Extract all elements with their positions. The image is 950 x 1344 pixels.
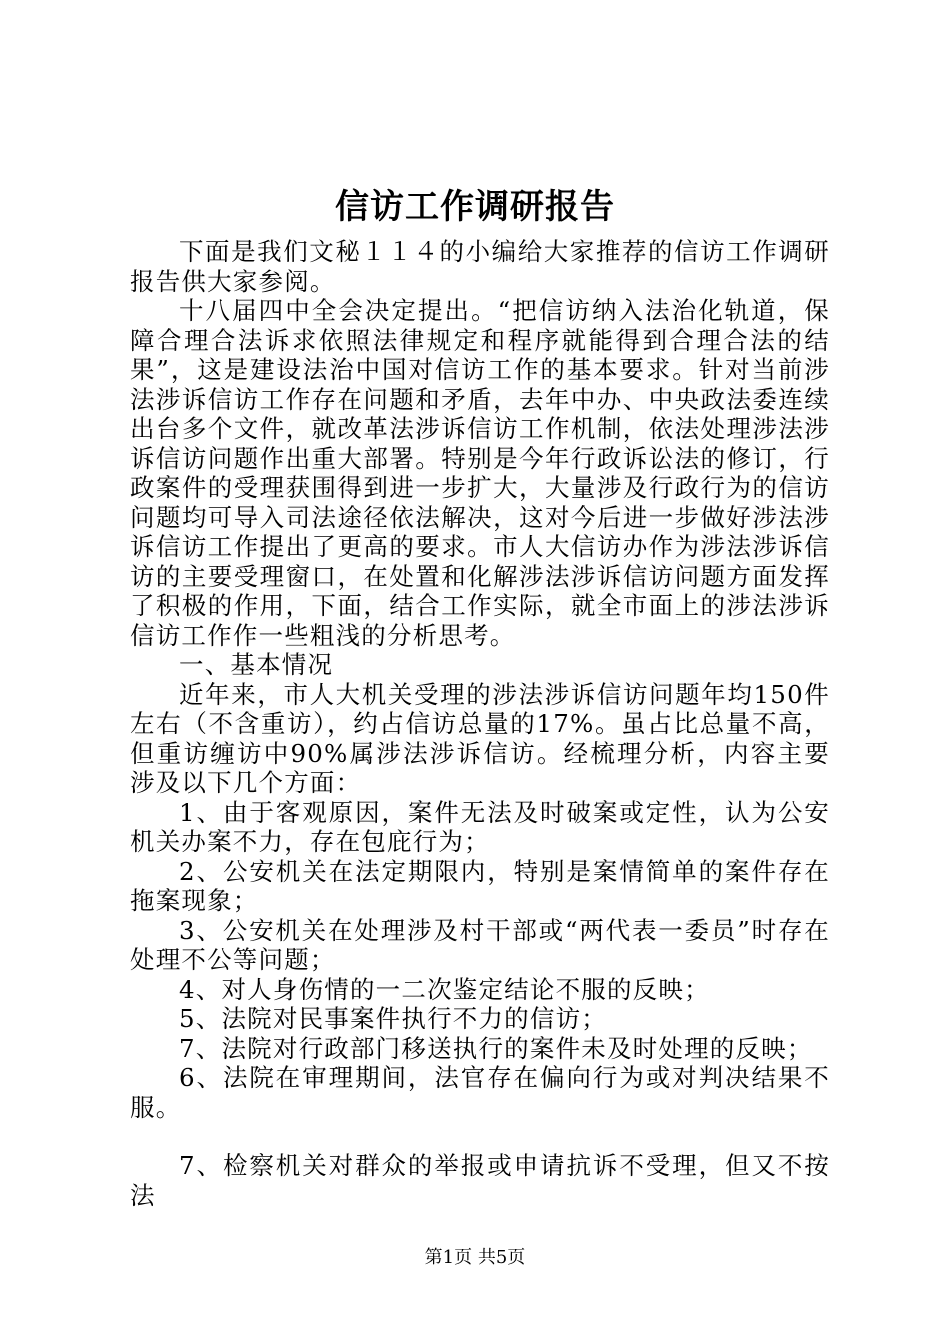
section-heading-basic-situation: 一、基本情况 [179, 650, 334, 679]
list-item: 5、法院对民事案件执行不力的信访； [179, 1004, 607, 1033]
document-body [130, 237, 830, 1210]
list-item: 3、公安机关在处理涉及村干部或“两代表一委员”时存在处理不公等问题； [130, 915, 830, 974]
list-item: 7、检察机关对群众的举报或申请抗诉不受理，但又不按法 [130, 1151, 830, 1210]
list-item: 2、公安机关在法定期限内，特别是案情简单的案件存在拖案现象； [130, 856, 830, 915]
list-item: 7、法院对行政部门移送执行的案件未及时处理的反映； [179, 1033, 813, 1063]
intro-paragraph: 下面是我们文秘１１４的小编给大家推荐的信访工作调研报告供大家参阅。 [130, 237, 830, 296]
document-title: 信访工作调研报告 [335, 187, 615, 227]
overview-paragraph: 近年来，市人大机关受理的涉法涉诉信访问题年均150件左右（不含重访），约占信访总量的17%。虽占比总量不高，但重访缠访中90%属涉法涉诉信访。经梳理分析，内容主要涉及以下几个方面： [130, 679, 830, 797]
list-item: 4、对人身伤情的一二次鉴定结论不服的反映； [179, 974, 710, 1004]
page-footer: 第1页 共5页 [424, 1247, 526, 1268]
list-item: 1、由于客观原因，案件无法及时破案或定性，认为公安机关办案不力，存在包庇行为； [130, 797, 830, 856]
list-item: 6、法院在审理期间，法官存在偏向行为或对判决结果不服。 [130, 1063, 830, 1122]
background-paragraph: 十八届四中全会决定提出。“把信访纳入法治化轨道，保障合理合法诉求依照法律规定和程序就能得到合理合法的结果”，这是建设法治中国对信访工作的基本要求。针对当前涉法涉诉信访工作存在问题和矛盾，去年中办、中央政法委连续出台多个文件，就改革法涉诉信访工作机制，依法处理涉法涉诉信访问题作出重大部署。特别是今年行政诉讼法的修订，行政案件的受理获围得到进一步扩大，大量涉及行政行为的信访问题均可导入司法途径依法解决，这对今后进一步做好涉法涉诉信访工作提出了更高的要求。市人大信访办作为涉法涉诉信访的主要受理窗口，在处置和化解涉法涉诉信访问题方面发挥了积极的作用，下面，结合工作实际，就全市面上的涉法涉诉信访工作作一些粗浅的分析思考。 [130, 296, 830, 650]
